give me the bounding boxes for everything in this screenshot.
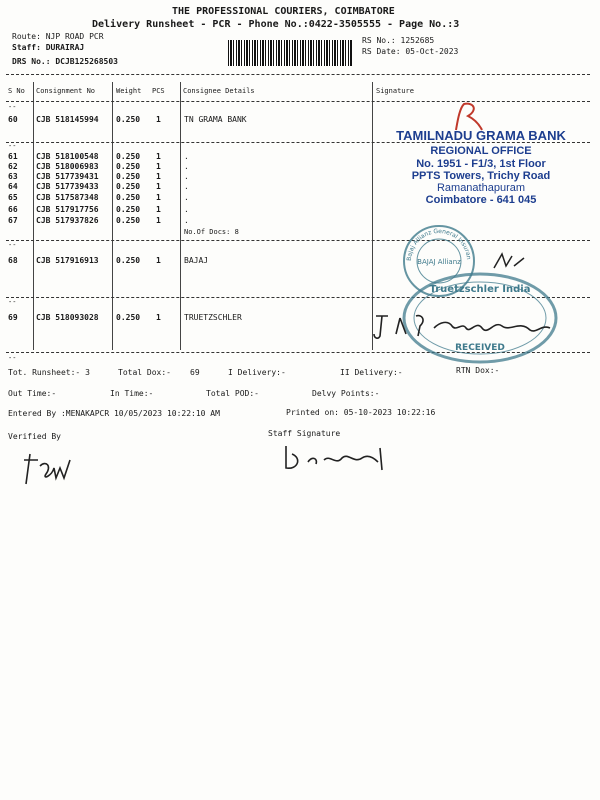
dash-marker: -- xyxy=(8,354,17,362)
table-row-weight: 0.250 xyxy=(116,152,141,161)
table-row-consignee: . xyxy=(184,162,189,171)
stamp-address-2: PPTS Towers, Trichy Road xyxy=(411,170,551,182)
staff-label: Staff: DURAIRAJ xyxy=(12,43,85,52)
table-row-weight: 0.250 xyxy=(116,256,141,265)
table-row-consignment: CJB 517937826 xyxy=(36,216,99,225)
table-row-consignee: . xyxy=(184,152,189,161)
in-time: In Time:- xyxy=(110,389,154,398)
table-row-consignment: CJB 517739433 xyxy=(36,182,99,191)
rs-date: RS Date: 05-Oct-2023 xyxy=(362,47,459,56)
table-row-sno: 61 xyxy=(8,152,18,161)
route-label: Route: NJP ROAD PCR xyxy=(12,32,104,41)
table-row-pcs: 1 xyxy=(156,115,161,124)
table-row-consignment: CJB 518006983 xyxy=(36,162,99,171)
delvy-points: Delvy Points:- xyxy=(312,389,380,398)
table-row-weight: 0.250 xyxy=(116,162,141,171)
table-row-sno: 60 xyxy=(8,115,18,124)
table-row-weight: 0.250 xyxy=(116,313,141,322)
table-row-pcs: 1 xyxy=(156,313,161,322)
table-row-pcs: 1 xyxy=(156,152,161,161)
table-row-consignee: TRUETZSCHLER xyxy=(184,313,242,322)
no-of-docs: No.Of Docs: 8 xyxy=(184,228,239,236)
table-row-consignee: BAJAJ xyxy=(184,256,209,265)
table-row-pcs: 1 xyxy=(156,182,161,191)
dash-marker: -- xyxy=(8,298,17,306)
printed-on: Printed on: 05-10-2023 10:22:16 xyxy=(286,408,436,417)
table-row-consignee: TN GRAMA BANK xyxy=(184,115,247,124)
barcode-icon xyxy=(228,40,352,66)
total-pod: Total POD:- xyxy=(206,389,259,398)
drs-number: DRS No.: DCJB125268503 xyxy=(12,57,118,66)
bajaj-ring-text: Bajaj Allianz General Insuran xyxy=(405,227,473,262)
out-time: Out Time:- xyxy=(8,389,57,398)
rs-number: RS No.: 1252685 xyxy=(362,36,435,45)
stamp-bank-name: TAMILNADU GRAMA BANK xyxy=(396,128,566,143)
table-row-weight: 0.250 xyxy=(116,205,141,214)
dash-marker: -- xyxy=(8,241,17,249)
table-row-weight: 0.250 xyxy=(116,182,141,191)
truetzschler-top-text: Truetzschler India xyxy=(429,284,531,295)
total-dox-label: Total Dox:- xyxy=(118,368,171,377)
bajaj-center-text: BAJAJ Allianz xyxy=(417,258,461,266)
column-separator xyxy=(180,82,181,350)
signature-69-icon xyxy=(370,306,570,342)
verified-by-label: Verified By xyxy=(8,432,61,441)
table-row-consignment: CJB 517917756 xyxy=(36,205,99,214)
table-row-sno: 69 xyxy=(8,313,18,322)
dash-marker: -- xyxy=(8,103,17,111)
stamp-address-3: Ramanathapuram xyxy=(436,182,526,194)
staff-signature-icon xyxy=(278,440,388,474)
table-row-consignee: . xyxy=(184,193,189,202)
table-row-pcs: 1 xyxy=(156,205,161,214)
table-row-sno: 64 xyxy=(8,182,18,191)
tot-runsheet: Tot. Runsheet:- 3 xyxy=(8,368,90,377)
table-row-consignment: CJB 517587348 xyxy=(36,193,99,202)
col-signature: Signature xyxy=(376,87,414,95)
table-row-weight: 0.250 xyxy=(116,193,141,202)
column-separator xyxy=(33,82,34,350)
table-row-sno: 62 xyxy=(8,162,18,171)
rtn-dox: RTN Dox:- xyxy=(456,366,500,375)
table-row-consignment: CJB 518093028 xyxy=(36,313,99,322)
table-row-sno: 68 xyxy=(8,256,18,265)
col-sno: S No xyxy=(8,87,25,95)
runsheet-subtitle: Delivery Runsheet - PCR - Phone No.:0422-3505555 - Page No.:3 xyxy=(92,19,460,30)
table-row-consignee: . xyxy=(184,216,189,225)
table-row-consignment: CJB 517739431 xyxy=(36,172,99,181)
table-row-consignee: . xyxy=(184,205,189,214)
table-row-sno: 63 xyxy=(8,172,18,181)
ii-delivery: II Delivery:- xyxy=(340,368,403,377)
stamp-address-1: No. 1951 - F1/3, 1st Floor xyxy=(416,158,546,170)
stamp-office: REGIONAL OFFICE xyxy=(430,145,532,157)
table-row-pcs: 1 xyxy=(156,216,161,225)
divider xyxy=(6,74,590,75)
table-row-pcs: 1 xyxy=(156,193,161,202)
company-title: THE PROFESSIONAL COURIERS, COIMBATORE xyxy=(172,6,395,17)
table-row-consignment: CJB 518145994 xyxy=(36,115,99,124)
column-separator xyxy=(112,82,113,350)
table-row-pcs: 1 xyxy=(156,256,161,265)
table-row-weight: 0.250 xyxy=(116,115,141,124)
verifier-signature-icon xyxy=(20,446,90,490)
table-row-pcs: 1 xyxy=(156,172,161,181)
table-row-weight: 0.250 xyxy=(116,216,141,225)
i-delivery: I Delivery:- xyxy=(228,368,286,377)
col-consignment: Consignment No xyxy=(36,87,96,95)
truetzschler-received-text: RECEIVED xyxy=(455,343,505,353)
staff-signature-label: Staff Signature xyxy=(268,429,341,438)
table-row-sno: 66 xyxy=(8,205,18,214)
divider xyxy=(6,240,590,241)
table-row-consignee: . xyxy=(184,172,189,181)
table-row-pcs: 1 xyxy=(156,162,161,171)
signature-68-icon xyxy=(490,248,530,272)
entered-by: Entered By :MENAKAPCR 10/05/2023 10:22:10 AM xyxy=(8,409,220,418)
table-row-consignee: . xyxy=(184,182,189,191)
dash-marker: -- xyxy=(8,142,17,150)
table-row-sno: 65 xyxy=(8,193,18,202)
divider xyxy=(6,101,590,102)
table-row-weight: 0.250 xyxy=(116,172,141,181)
col-weight: Weight xyxy=(116,87,142,95)
total-dox-value: 69 xyxy=(190,368,200,377)
table-row-consignment: CJB 517916913 xyxy=(36,256,99,265)
col-pcs: PCS xyxy=(152,87,165,95)
stamp-address-4: Coimbatore - 641 045 xyxy=(425,194,537,206)
table-row-sno: 67 xyxy=(8,216,18,225)
table-row-consignment: CJB 518100548 xyxy=(36,152,99,161)
col-consignee: Consignee Details xyxy=(183,87,255,95)
